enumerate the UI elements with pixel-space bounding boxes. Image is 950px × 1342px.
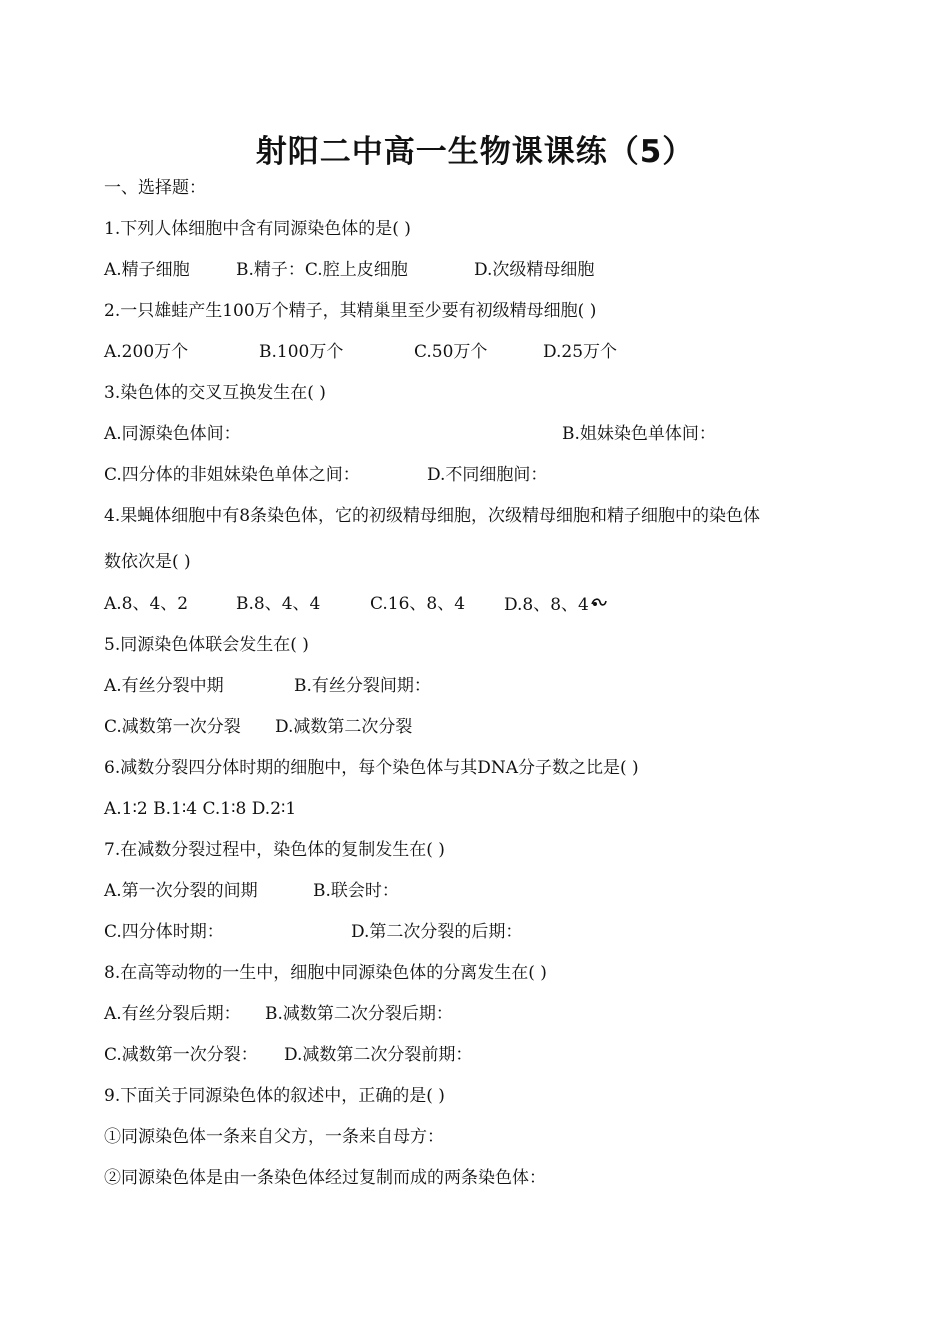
question-8-option-a: A.有丝分裂后期： bbox=[104, 1004, 241, 1024]
question-3-option-c: C.四分体的非姐妹染色单体之间： bbox=[104, 465, 360, 485]
question-9-statement-2: ②同源染色体是由一条染色体经过复制而成的两条染色体： bbox=[104, 1168, 546, 1188]
question-7-option-a: A.第一次分裂的间期 bbox=[104, 881, 258, 901]
question-1-stem: 1.下列人体细胞中含有同源染色体的是( ) bbox=[104, 219, 411, 239]
section-heading: 一、选择题： bbox=[104, 178, 206, 198]
question-7-option-c: C.四分体时期： bbox=[104, 922, 224, 942]
question-3-stem: 3.染色体的交叉互换发生在( ) bbox=[104, 383, 326, 403]
question-8-stem: 8.在高等动物的一生中，细胞中同源染色体的分离发生在( ) bbox=[104, 963, 547, 983]
question-5-stem: 5.同源染色体联会发生在( ) bbox=[104, 635, 309, 655]
question-3-option-a: A.同源染色体间： bbox=[104, 424, 241, 444]
question-8-option-b: B.减数第二次分裂后期： bbox=[265, 1004, 453, 1024]
question-5-option-c: C.减数第一次分裂 bbox=[104, 717, 241, 737]
question-4-option-a: A.8、4、2 bbox=[104, 594, 189, 614]
question-1-option-d: D.次级精母细胞 bbox=[474, 260, 595, 280]
question-6-options: A.1∶2 B.1∶4 C.1∶8 D.2∶1 bbox=[104, 799, 297, 819]
question-9-stem: 9.下面关于同源染色体的叙述中，正确的是( ) bbox=[104, 1086, 445, 1106]
question-6-stem: 6.减数分裂四分体时期的细胞中，每个染色体与其DNA分子数之比是( ) bbox=[104, 758, 639, 778]
question-2-option-c: C.50万个 bbox=[414, 342, 488, 362]
paragraph-mark-icon bbox=[590, 596, 608, 613]
question-4-stem-line-2: 数依次是( ) bbox=[104, 552, 191, 572]
question-4-option-b: B.8、4、4 bbox=[236, 594, 321, 614]
question-2-stem: 2.一只雄蛙产生100万个精子，其精巢里至少要有初级精母细胞( ) bbox=[104, 301, 597, 321]
question-5-option-b: B.有丝分裂间期： bbox=[294, 676, 431, 696]
question-8-option-c: C.减数第一次分裂： bbox=[104, 1045, 258, 1065]
question-7-stem: 7.在减数分裂过程中，染色体的复制发生在( ) bbox=[104, 840, 445, 860]
question-8-option-d: D.减数第二次分裂前期： bbox=[284, 1045, 473, 1065]
question-4-option-d-wrap bbox=[504, 596, 608, 614]
question-2-option-b: B.100万个 bbox=[259, 342, 344, 362]
question-4-stem-line-1: 4.果蝇体细胞中有8条染色体，它的初级精母细胞，次级精母细胞和精子细胞中的染色体 bbox=[104, 506, 761, 526]
question-5-option-a: A.有丝分裂中期 bbox=[104, 676, 224, 696]
question-5-option-d: D.减数第二次分裂 bbox=[275, 717, 413, 737]
question-9-statement-1: ①同源染色体一条来自父方，一条来自母方： bbox=[104, 1127, 444, 1147]
question-2-option-d: D.25万个 bbox=[543, 342, 618, 362]
question-4-option-d: D.8、8、4 bbox=[504, 595, 589, 615]
question-2-option-a: A.200万个 bbox=[104, 342, 189, 362]
question-1-option-b-c: B.精子：C.腔上皮细胞 bbox=[236, 260, 408, 280]
page-title: 射阳二中高一生物课课练（5） bbox=[255, 134, 695, 170]
question-4-option-c: C.16、8、4 bbox=[370, 594, 466, 614]
question-3-option-d: D.不同细胞间： bbox=[427, 465, 548, 485]
question-7-option-d: D.第二次分裂的后期： bbox=[351, 922, 523, 942]
question-1-option-a: A.精子细胞 bbox=[104, 260, 190, 280]
question-7-option-b: B.联会时： bbox=[313, 881, 399, 901]
question-3-option-b: B.姐妹染色单体间： bbox=[562, 424, 716, 444]
